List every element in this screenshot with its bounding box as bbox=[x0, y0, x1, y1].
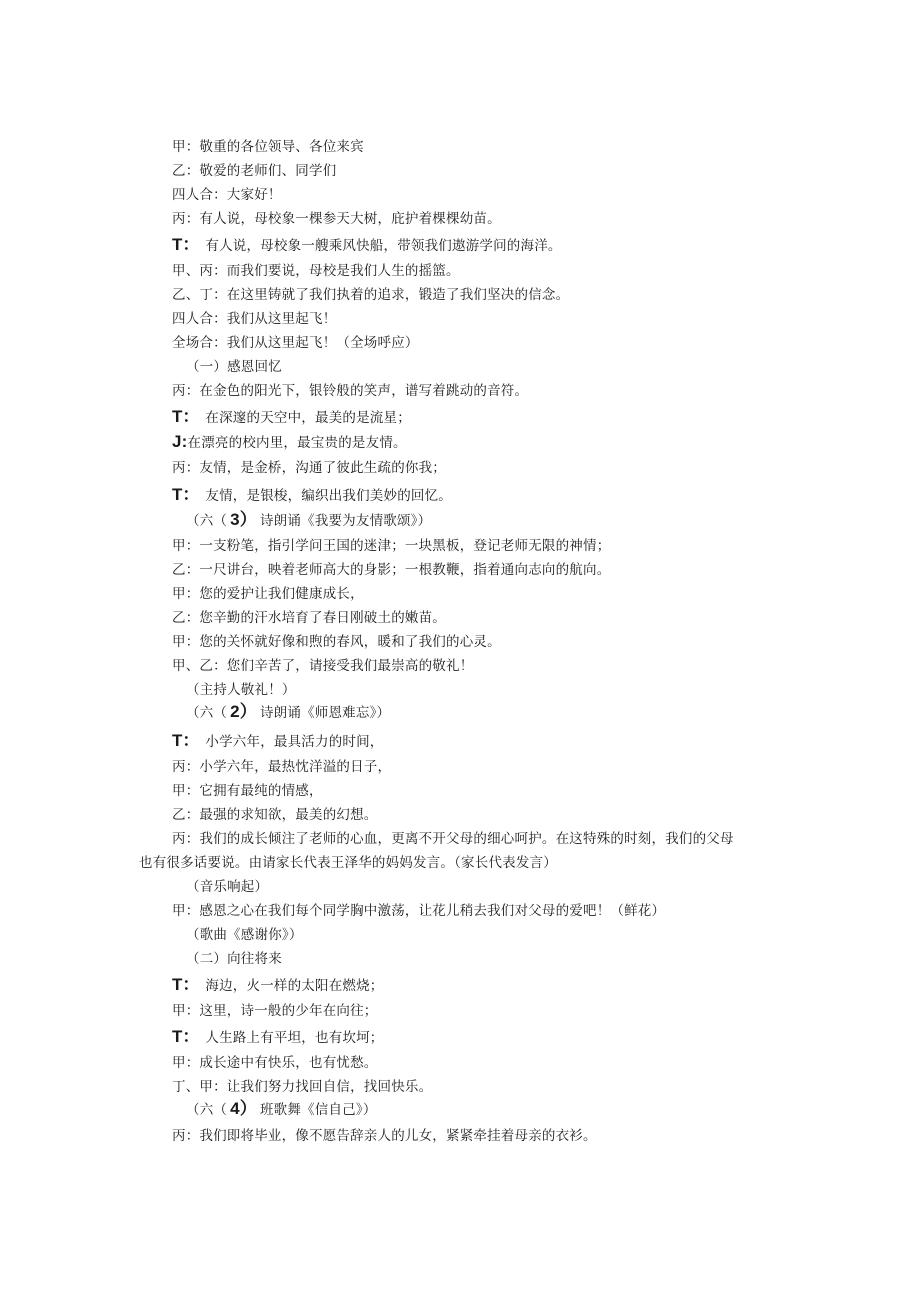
speaker-tag: T： bbox=[172, 235, 200, 254]
script-line: 甲：一支粉笔，指引学问王国的迷津；一块黑板，登记老师无限的神情； bbox=[172, 538, 611, 554]
script-line: 甲、乙：您们辛苦了，请接受我们最崇高的敬礼！ bbox=[172, 658, 474, 674]
script-line: 丙：小学六年，最热忱洋溢的日子， bbox=[172, 759, 392, 775]
speaker-tag: T： bbox=[172, 407, 200, 426]
script-line: 乙：您辛勤的汗水培育了春日刚破土的嫩苗。 bbox=[172, 610, 446, 626]
script-line: 全场合：我们从这里起飞！（全场呼应） bbox=[172, 335, 419, 351]
speaker-tag: T： bbox=[172, 975, 200, 994]
script-line: 甲：成长途中有快乐，也有忧愁。 bbox=[172, 1055, 378, 1071]
stage-direction: （主持人敬礼！） bbox=[186, 682, 296, 698]
script-line: 四人合：大家好！ bbox=[172, 187, 282, 203]
script-line: 甲：敬重的各位领导、各位来宾 bbox=[172, 139, 364, 155]
script-line: J:在漂亮的校内里，最宝贵的是友情。 bbox=[172, 432, 407, 451]
script-line: T： 小学六年，最具活力的时间， bbox=[172, 731, 384, 750]
script-line: 丙：在金色的阳光下，银铃般的笑声，谱写着跳动的音符。 bbox=[172, 383, 529, 399]
script-line: 丁、甲：让我们努力找回自信，找回快乐。 bbox=[172, 1079, 433, 1095]
section-heading: （二）向往将来 bbox=[186, 951, 282, 967]
script-line: 甲：您的爱护让我们健康成长， bbox=[172, 586, 364, 602]
speaker-tag: J: bbox=[172, 432, 188, 451]
script-line: T： 友情，是银梭，编织出我们美妙的回忆。 bbox=[172, 485, 452, 504]
script-line: 丙：有人说，母校象一棵参天大树，庇护着棵棵幼苗。 bbox=[172, 211, 501, 227]
paragraph-line: 丙：我们的成长倾注了老师的心血，更离不开父母的细心呵护。在这特殊的时刻，我们的父母 bbox=[172, 831, 734, 847]
script-line: 四人合：我们从这里起飞！ bbox=[172, 311, 337, 327]
script-line: 乙：最强的求知欲，最美的幻想。 bbox=[172, 807, 378, 823]
section-heading: （一）感恩回忆 bbox=[186, 359, 282, 375]
script-line: 乙：敬爱的老师们、同学们 bbox=[172, 163, 337, 179]
script-line: 甲：这里，诗一般的少年在向往； bbox=[172, 1003, 378, 1019]
program-item: （六（ 2） 诗朗诵《师恩难忘》） bbox=[186, 702, 391, 721]
speaker-tag: T： bbox=[172, 731, 200, 750]
script-line: 甲、丙：而我们要说，母校是我们人生的摇篮。 bbox=[172, 263, 460, 279]
program-item: （歌曲《感谢你》） bbox=[186, 927, 303, 943]
stage-direction: （音乐响起） bbox=[186, 879, 269, 895]
program-item: （六（ 3） 诗朗诵《我要为友情歌颂》） bbox=[186, 510, 432, 529]
script-line: 甲：感恩之心在我们每个同学胸中激荡，让花儿稍去我们对父母的爱吧！（鲜花） bbox=[172, 903, 666, 919]
script-line: 丙：友情，是金桥，沟通了彼此生疏的你我； bbox=[172, 460, 446, 476]
script-line: T： 海边，火一样的太阳在燃烧； bbox=[172, 975, 384, 994]
script-line: 丙：我们即将毕业，像不愿告辞亲人的儿女，紧紧牵挂着母亲的衣衫。 bbox=[172, 1128, 597, 1144]
script-line: 甲：您的关怀就好像和煦的春风，暖和了我们的心灵。 bbox=[172, 634, 501, 650]
script-line: T： 有人说，母校象一艘乘风快船，带领我们遨游学问的海洋。 bbox=[172, 235, 562, 254]
script-line: T： 人生路上有平坦，也有坎坷； bbox=[172, 1027, 384, 1046]
paragraph-line: 也有很多话要说。由请家长代表王泽华的妈妈发言。（家长代表发言） bbox=[139, 855, 557, 871]
script-line: 乙：一尺讲台，映着老师高大的身影；一根教鞭，指着通向志向的航向。 bbox=[172, 562, 611, 578]
script-line: T： 在深邃的天空中，最美的是流星； bbox=[172, 407, 411, 426]
speaker-tag: T： bbox=[172, 1027, 200, 1046]
script-line: 乙、丁：在这里铸就了我们执着的追求，锻造了我们坚决的信念。 bbox=[172, 287, 570, 303]
script-line: 甲：它拥有最纯的情感， bbox=[172, 783, 323, 799]
program-item: （六（ 4） 班歌舞《信自己》） bbox=[186, 1099, 377, 1118]
speaker-tag: T： bbox=[172, 485, 200, 504]
